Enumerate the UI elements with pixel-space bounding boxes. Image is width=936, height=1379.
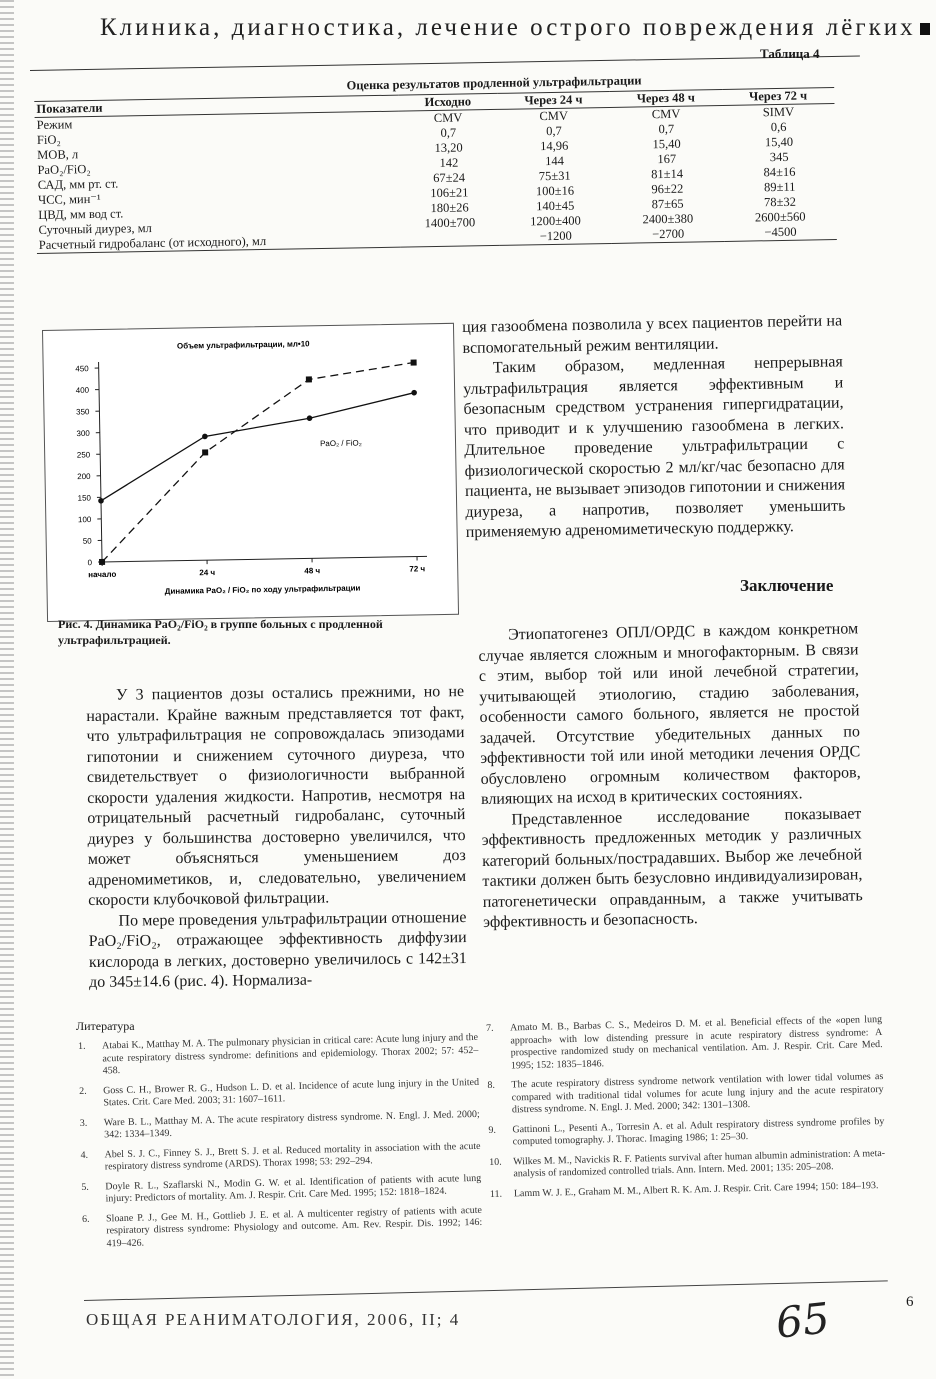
table-cell: 140±45 xyxy=(536,198,575,214)
reference-item xyxy=(490,1179,886,1200)
journal-footer: ОБЩАЯ РЕАНИМАТОЛОГИЯ, 2006, II; 4 xyxy=(86,1310,461,1329)
table-cell: 0,7 xyxy=(658,121,675,137)
y-tick-label: 200 xyxy=(77,471,91,482)
reference-item xyxy=(489,1147,885,1181)
y-tick-label: 300 xyxy=(76,428,90,439)
y-tick-label: 250 xyxy=(76,450,91,460)
reference-number: 7. xyxy=(486,1022,494,1034)
table-label: Таблица 4 xyxy=(760,46,820,61)
reference-text: Goss C. H., Brower R. G., Hudson L. D. et al. Incidence of acute lung injury in the United States. Crit. Care Med. 2003; 31: 1607–1611. xyxy=(103,1076,480,1109)
chart-title: Объем ультрафильтрации, мл•10 xyxy=(176,339,310,351)
table-cell: 89±11 xyxy=(763,179,796,195)
table-cell: CMV xyxy=(433,110,463,126)
y-tick-label: 150 xyxy=(77,493,92,503)
y-tick-label: 0 xyxy=(87,558,93,568)
reference-item xyxy=(78,1032,479,1079)
reference-text: Amato M. B., Barbas C. S., Medeiros D. M. et al. Beneficial effects of the «open lung approach» with low distending pressure in acute respiratory distress syndrome: A prospective randomized study on mechanical ventilation. Am. J. Respir. Crit. Care Med. 1995; 152: 1835–1846. xyxy=(509,1014,883,1071)
reference-text: Sloane P. J., Gee M. H., Gottlieb J. E. et al. A multicenter registry of patients with acute respiratory distress syndrome: Physiology and outcome. Am. Rev. Respir. Dis. 1992; 146: 419–426. xyxy=(105,1204,483,1249)
table-cell: CMV xyxy=(539,108,569,124)
table-cell: 96±22 xyxy=(651,181,684,197)
table-cell: 87±65 xyxy=(651,196,684,212)
x-tick-label: 24 ч xyxy=(199,568,216,578)
paragraph: По мере проведения ультрафильтрации отношение PaO₂/FiO₂, отражающее эффективность диффузии кислорода в легких, достоверно увеличилось с 142±31 до 345±14.6 (рис. 4). Нормализа- xyxy=(88,908,467,991)
table-cell xyxy=(401,230,500,247)
table-cell: −2700 xyxy=(612,226,725,243)
reference-text: Ware B. L., Matthay M. A. The acute respiratory distress syndrome. N. Engl. J. Med. 2000; 342: 1334–1349. xyxy=(103,1108,480,1141)
row-label: МОВ, л xyxy=(37,147,79,162)
row-label: FiO₂ xyxy=(36,132,61,147)
paragraph: ция газообмена позволила у всех пациентов перейти на вспомогательный режим вентиляции. xyxy=(462,312,843,357)
table-column-header: Через 24 ч xyxy=(497,91,610,109)
table-title: Оценка результатов продленной ультрафильтрации xyxy=(346,73,642,93)
table-cell: 84±16 xyxy=(763,164,796,180)
table-cell: 13,20 xyxy=(434,140,463,156)
series-label: PaO₂ / FiO₂ xyxy=(319,438,362,449)
x-tick-label: начало xyxy=(88,569,117,580)
x-tick-label: 72 ч xyxy=(409,564,426,574)
paragraph: Представленное исследование показывает эффективность предложенных методик у различных категорий больных/пострадавших. Выбор же лечебной тактики должен быть безусловно индивидуализирован, патогенетически оправданным, а также учитывать эффективность и безопасность. xyxy=(481,804,863,931)
y-axis xyxy=(99,362,102,562)
reference-item xyxy=(80,1140,480,1174)
right-column-top xyxy=(462,311,846,543)
table-cell: 2600±560 xyxy=(754,209,806,225)
reference-number: 2. xyxy=(79,1085,87,1097)
table-cell: 167 xyxy=(657,151,677,167)
table-cell: 100±16 xyxy=(535,183,575,199)
table-cell: CMV xyxy=(651,106,681,122)
table-column-header: Исходно xyxy=(398,93,497,111)
row-label: PaO₂/FiO₂ xyxy=(37,162,91,177)
reference-number: 4. xyxy=(80,1149,89,1161)
y-tick-label: 400 xyxy=(75,385,90,395)
table-cell: 67±24 xyxy=(433,170,466,186)
figure-4-chart xyxy=(42,323,459,622)
table-cell: 144 xyxy=(545,153,564,169)
reference-text: Abel S. J. C., Finney S. J., Brett S. J. et al. Reduced mortality in association with the acute respiratory distress syndrome (ARDS). Thorax 1998; 53: 292–294. xyxy=(104,1140,481,1173)
page-number: 65 xyxy=(773,1293,832,1348)
data-point xyxy=(307,415,313,421)
table-cell: 75±31 xyxy=(538,168,571,184)
reference-item xyxy=(487,1071,884,1117)
paragraph: Этиопатогенез ОПЛ/ОРДС в каждом конкретном случае является сложным и многофакторным. В связи с этим, выбор той или иной лечебной стратегии, учитывающей этиологию, стадию заболевания, особенности самого больного, является не простой задачей. Отсутствие убедительных данных по эффективности той или иной методики лечения ОРДС обусловлено огромным количеством факторов, влияющих на исход в критических состояниях. xyxy=(478,620,861,808)
footer-rule xyxy=(84,1280,888,1301)
reference-text: Gattinoni L., Pesenti A., Torresin A. et al. Adult respiratory distress syndrome profiles by computed tomography. J. Thorac. Imaging 1986; 1: 25–30. xyxy=(512,1115,885,1148)
reference-text: Lamm W. J. E., Graham M. M., Albert R. K. Am. J. Respir. Crit. Care 1994; 150: 184–193. xyxy=(513,1179,879,1199)
table-cell: 180±26 xyxy=(430,200,469,216)
x-axis-label: Динамика PaO₂ / FiO₂ по ходу ультрафильтрации xyxy=(164,583,361,596)
table-cell: 0,7 xyxy=(546,123,562,139)
table-column-header: Через 72 ч xyxy=(722,88,835,106)
reference-number: 9. xyxy=(488,1124,497,1136)
data-point xyxy=(202,449,208,455)
reference-item xyxy=(80,1108,480,1142)
figure-caption: Рис. 4. Динамика PaO₂/FiO₂ в группе больных с продленной ультрафильтрацией. xyxy=(58,617,383,647)
x-axis xyxy=(102,556,427,562)
row-label: ЧСС, мин⁻¹ xyxy=(37,191,101,207)
references-right xyxy=(486,1014,886,1208)
reference-text: Doyle R. L., Szaflarski N., Modin G. W. et al. Identification of patients with acute lung injury: Predictors of mortality. Am. J. Respir. Crit. Care Med. 1995; 152: 1818–1824. xyxy=(105,1172,482,1205)
reference-item xyxy=(488,1115,884,1149)
reference-text: The acute respiratory distress syndrome network ventilation with lower tidal volumes as compared with traditional tidal volumes for acute lung injury and the acute respiratory distress syndrome. N. Engl. J. Med. 2000; 342: 1301–1308. xyxy=(511,1071,884,1116)
x-tick-label: 48 ч xyxy=(304,566,321,576)
y-tick-label: 350 xyxy=(75,407,90,417)
table-cell: −4500 xyxy=(724,224,837,241)
line-chart xyxy=(43,324,458,621)
table-cell: 15,40 xyxy=(764,134,794,150)
conclusion-heading: Заключение xyxy=(740,576,834,595)
row-label: Суточный диурез, мл xyxy=(38,220,152,237)
header-marker xyxy=(920,23,930,35)
left-column-bottom xyxy=(86,682,467,993)
series-line-0 xyxy=(99,393,416,501)
header-rule xyxy=(30,56,860,71)
table-cell: 106±21 xyxy=(430,185,469,201)
references-left xyxy=(78,1032,483,1258)
y-tick-label: 100 xyxy=(77,515,92,525)
table-cell: 1200±400 xyxy=(530,213,581,229)
row-label: САД, мм рт. ст. xyxy=(37,176,119,192)
table-cell: −1200 xyxy=(500,228,613,245)
table-cell: 142 xyxy=(439,155,459,170)
row-label: Расчетный гидробаланс (от исходного), мл xyxy=(37,232,401,254)
data-point xyxy=(99,559,105,565)
reference-text: Wilkes M. M., Navickis R. F. Patients survival after human albumin administration: A meta-analysis of randomized controlled trials. Ann. Intern. Med. 2001; 135: 205–208. xyxy=(513,1147,886,1180)
table-cell: 2400±380 xyxy=(642,211,694,227)
table-cell: 1400±700 xyxy=(424,215,476,231)
edge-mark: 6 xyxy=(906,1294,914,1310)
table-column-header: Через 48 ч xyxy=(609,89,722,107)
reference-number: 1. xyxy=(78,1040,86,1052)
running-head: Клиника, диагностика, лечение острого повреждения лёгких xyxy=(100,14,930,42)
y-tick-label: 50 xyxy=(82,536,92,546)
reference-item xyxy=(486,1014,883,1073)
series-line-1 xyxy=(99,363,417,562)
paragraph: У 3 пациентов дозы остались прежними, но не нарастали. Крайне важным представляется тот факт, что ультрафильтрация не сопровождалась эпизодами гипотонии и снижением суточного диуреза, что свидетельствует о физиологичности выбранной скорости удаления жидкости. Напротив, несмотря на отрицательный расчетный гидробаланс, суточный диурез у большинства достоверно увеличился, что может объясняться уменьшением доз адреномиметиков, и, следовательно, увеличением скорости клубочковой фильтрации. xyxy=(86,683,467,909)
scan-edge xyxy=(0,0,14,1379)
results-table xyxy=(34,87,837,254)
table-cell: 15,40 xyxy=(652,136,681,152)
reference-text: Atabai K., Matthay M. A. The pulmonary physician in critical care: Acute lung injury and the acute respiratory distress syndrome: definitions and epidemiology. Thorax 2002; 57: 452–458. xyxy=(101,1031,479,1077)
reference-number: 8. xyxy=(487,1079,496,1091)
data-point xyxy=(411,390,417,396)
reference-item xyxy=(82,1204,483,1251)
y-tick-label: 450 xyxy=(75,364,89,374)
reference-item xyxy=(79,1076,479,1110)
table-cell: 0,7 xyxy=(440,125,457,140)
data-point xyxy=(306,376,312,382)
reference-number: 5. xyxy=(81,1181,89,1193)
references-heading: Литература xyxy=(76,1019,135,1033)
paragraph: Таким образом, медленная непрерывная ультрафильтрация является эффективным и безопасным средством устранения гипергидратации, что приводит и к улучшению газообмена в легких. Длительное проведение ультрафильтрации с физиологической скоростью 2 мл/кг/час безопасно для пациента, не вызывает эпизодов гипотонии и снижения диуреза, а напротив, позволяет уменьшить применяемую адреномиметическую поддержку. xyxy=(463,353,846,541)
table-cell: SIMV xyxy=(762,104,795,120)
reference-number: 11. xyxy=(489,1188,503,1200)
reference-number: 3. xyxy=(79,1117,88,1129)
reference-number: 10. xyxy=(489,1156,502,1168)
reference-number: 6. xyxy=(81,1213,90,1225)
table-column-header: Показатели xyxy=(34,95,398,117)
table-cell: 81±14 xyxy=(651,166,684,182)
table-cell: 14,96 xyxy=(540,138,569,154)
results-table-block xyxy=(34,70,837,254)
row-label: ЦВД, мм вод ст. xyxy=(38,206,124,222)
table-cell: 345 xyxy=(769,149,789,165)
table-cell: 0,6 xyxy=(770,119,787,135)
right-column-bottom xyxy=(478,619,863,933)
data-point xyxy=(411,359,417,365)
reference-item xyxy=(81,1172,481,1206)
table-cell: 78±32 xyxy=(763,194,797,210)
row-label: Режим xyxy=(36,117,73,132)
